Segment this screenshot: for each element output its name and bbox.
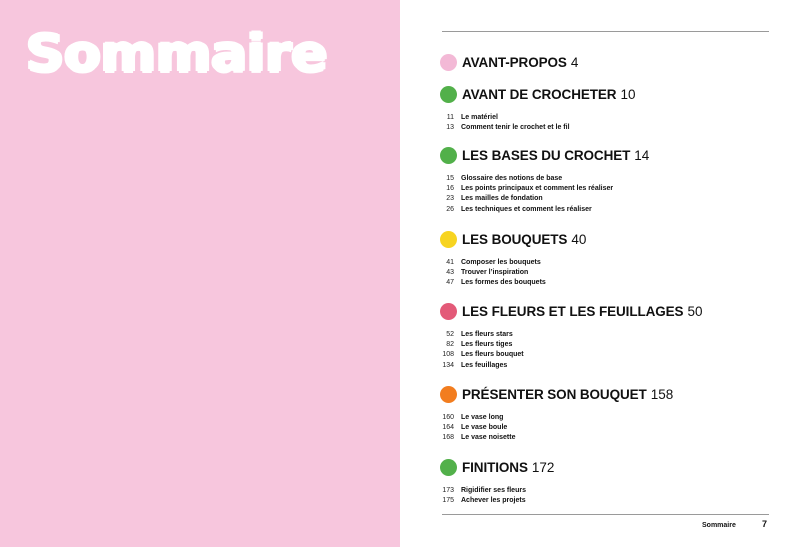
item-label: Les feuillages xyxy=(461,361,508,369)
toc-section-avant-de-crocheter[interactable] xyxy=(440,85,770,133)
list-item[interactable] xyxy=(440,339,770,349)
list-item[interactable] xyxy=(440,267,770,277)
section-heading xyxy=(440,85,770,103)
item-page-number: 16 xyxy=(446,185,454,193)
item-label: Le vase long xyxy=(461,413,504,421)
item-page-number: 43 xyxy=(446,269,454,277)
list-item[interactable] xyxy=(440,329,770,339)
item-label: Trouver l’inspiration xyxy=(461,269,529,277)
section-title: FINITIONS xyxy=(462,459,528,475)
item-page-number: 26 xyxy=(446,205,454,213)
toc-section-les-bases[interactable] xyxy=(440,146,770,215)
item-label: Le vase boule xyxy=(461,424,508,432)
list-item[interactable] xyxy=(440,433,770,443)
list-item[interactable] xyxy=(440,204,770,214)
item-page-number: 15 xyxy=(446,174,454,182)
top-divider xyxy=(442,31,769,32)
item-label: Le vase noisette xyxy=(461,434,516,442)
section-heading xyxy=(440,385,770,403)
item-label: Les formes des bouquets xyxy=(461,279,546,287)
section-items xyxy=(440,329,770,371)
item-label: Les fleurs tiges xyxy=(461,341,513,349)
section-page-number: 14 xyxy=(634,147,650,163)
color-dot-icon xyxy=(440,303,457,320)
item-label: Les techniques et comment les réaliser xyxy=(461,205,592,213)
item-page-number: 82 xyxy=(446,341,454,349)
running-footer: Sommaire xyxy=(702,522,736,529)
section-items xyxy=(440,173,770,215)
section-title: AVANT DE CROCHETER xyxy=(462,86,617,102)
list-item[interactable] xyxy=(440,495,770,505)
item-label: Le matériel xyxy=(461,113,498,121)
item-page-number: 47 xyxy=(446,279,454,287)
item-page-number: 175 xyxy=(442,497,454,505)
item-label: Les fleurs bouquet xyxy=(461,351,524,359)
list-item[interactable] xyxy=(440,485,770,495)
list-item[interactable] xyxy=(440,183,770,193)
color-dot-icon xyxy=(440,54,457,71)
item-label: Les points principaux et comment les réaliser xyxy=(461,185,614,193)
item-page-number: 168 xyxy=(442,434,454,442)
section-title: LES BASES DU CROCHET xyxy=(462,147,631,163)
page-number: 7 xyxy=(762,519,768,529)
item-page-number: 173 xyxy=(442,486,454,494)
item-page-number: 11 xyxy=(446,113,454,121)
section-title: PRÉSENTER SON BOUQUET xyxy=(462,386,647,402)
item-label: Les fleurs stars xyxy=(461,330,513,338)
color-dot-icon xyxy=(440,459,457,476)
item-page-number: 160 xyxy=(442,413,454,421)
item-page-number: 134 xyxy=(442,361,454,369)
list-item[interactable] xyxy=(440,360,770,370)
section-items xyxy=(440,257,770,288)
toc-section-presenter[interactable] xyxy=(440,385,770,443)
item-page-number: 23 xyxy=(446,195,454,203)
color-dot-icon xyxy=(440,86,457,103)
item-label: Composer les bouquets xyxy=(461,258,541,266)
section-title: LES FLEURS ET LES FEUILLAGES xyxy=(462,303,684,319)
color-dot-icon xyxy=(440,231,457,248)
section-heading xyxy=(440,302,770,320)
color-dot-icon xyxy=(440,386,457,403)
list-item[interactable] xyxy=(440,422,770,432)
list-item[interactable] xyxy=(440,194,770,204)
section-page-number: 10 xyxy=(620,86,636,102)
section-items xyxy=(440,112,770,133)
item-label: Rigidifier ses fleurs xyxy=(461,486,526,494)
item-page-number: 13 xyxy=(446,124,454,132)
item-label: Les mailles de fondation xyxy=(461,195,543,203)
section-page-number: 172 xyxy=(531,459,555,475)
list-item[interactable] xyxy=(440,278,770,288)
item-label: Comment tenir le crochet et le fil xyxy=(461,124,570,132)
list-item[interactable] xyxy=(440,173,770,183)
section-heading xyxy=(440,230,770,248)
section-heading xyxy=(440,53,770,71)
list-item[interactable] xyxy=(440,122,770,132)
section-heading xyxy=(440,458,770,476)
item-label: Glossaire des notions de base xyxy=(461,174,563,182)
toc-section-avant-propos[interactable] xyxy=(440,53,770,71)
color-dot-icon xyxy=(440,147,457,164)
list-item[interactable] xyxy=(440,112,770,122)
section-page-number: 158 xyxy=(650,386,674,402)
section-page-number: 50 xyxy=(687,303,703,319)
item-page-number: 108 xyxy=(442,351,454,359)
toc-section-les-fleurs[interactable] xyxy=(440,302,770,371)
section-title: LES BOUQUETS xyxy=(462,231,568,247)
section-items xyxy=(440,485,770,506)
list-item[interactable] xyxy=(440,412,770,422)
toc-section-finitions[interactable] xyxy=(440,458,770,506)
item-label: Achever les projets xyxy=(461,497,526,505)
section-page-number: 40 xyxy=(571,231,587,247)
item-page-number: 52 xyxy=(446,330,454,338)
section-page-number: 4 xyxy=(570,54,579,70)
section-title: AVANT-PROPOS xyxy=(462,54,567,70)
toc-section-les-bouquets[interactable] xyxy=(440,230,770,288)
item-page-number: 164 xyxy=(442,424,454,432)
list-item[interactable] xyxy=(440,257,770,267)
section-items xyxy=(440,412,770,443)
list-item[interactable] xyxy=(440,350,770,360)
bottom-divider xyxy=(442,514,769,515)
item-page-number: 41 xyxy=(446,258,454,266)
section-heading xyxy=(440,146,770,164)
page-title: Sommaire xyxy=(26,24,328,84)
